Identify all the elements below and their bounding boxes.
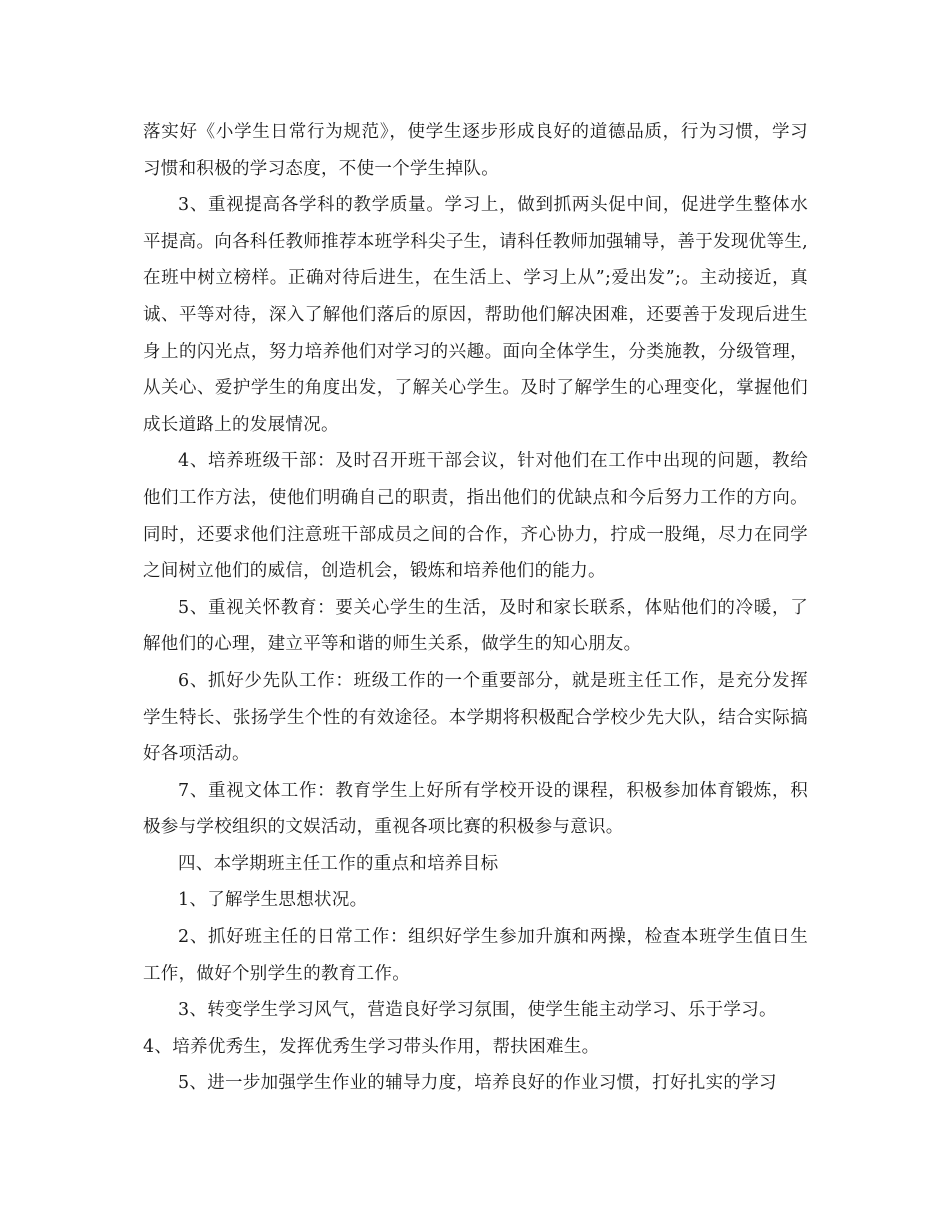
paragraph-9: 2、抓好班主任的日常工作：组织好学生参加升旗和两操，检查本班学生值日生工作，做好个别学生的教育工作。 [143, 927, 808, 984]
paragraph-4: 5、重视关怀教育：要关心学生的生活，及时和家长联系，体贴他们的冷暖，了解他们的心理，建立平等和谐的师生关系，做学生的知心朋友。 [143, 597, 808, 655]
paragraph-3: 4、培养班级干部：及时召开班干部会议，针对他们在工作中出现的问题，教给他们工作方法，使他们明确自己的职责，指出他们的优缺点和今后努力工作的方向。同时，还要求他们注意班干部成员之间的合作，齐心协力，拧成一股绳，尽力在同学之间树立他们的威信，创造机会，锻炼和培养他们的能力。 [143, 451, 808, 582]
paragraph-6: 7、重视文体工作：教育学生上好所有学校开设的课程，积极参加体育锻炼，积极参与学校组织的文娱活动，重视各项比赛的积极参与意识。 [143, 780, 808, 838]
section-heading: 四、本学期班主任工作的重点和培养目标 [178, 853, 499, 874]
paragraph-12: 5、进一步加强学生作业的辅导力度，培养良好的作业习惯，打好扎实的学习 [178, 1073, 777, 1094]
paragraph-5: 6、抓好少先队工作：班级工作的一个重要部分，就是班主任工作，是充分发挥学生特长、张扬学生个性的有效途径。本学期将积极配合学校少先大队，结合实际搞好各项活动。 [143, 670, 808, 765]
document-body [143, 114, 808, 1102]
paragraph-11: 4、培养优秀生，发挥优秀生学习带头作用，帮扶困难生。 [143, 1036, 600, 1057]
paragraph-10: 3、转变学生学习风气，营造良好学习氛围，使学生能主动学习、乐于学习。 [178, 1000, 777, 1021]
paragraph-1: 落实好《小学生日常行为规范》，使学生逐步形成良好的道德品质，行为习惯，学习习惯和积极的学习态度，不使一个学生掉队。 [143, 122, 808, 179]
paragraph-2: 3、重视提高各学科的教学质量。学习上，做到抓两头促中间，促进学生整体水平提高。向各科任教师推荐本班学科尖子生，请科任教师加强辅导，善于发现优等生,在班中树立榜样。正确对待后进生，在生活上、学习上从”;爱出发”;。主动接近，真诚、平等对待，深入了解他们落后的原因，帮助他们解决困难，还要善于发现后进生身上的闪光点，努力培养他们对学习的兴趣。面向全体学生，分类施教，分级管理，从关心、爱护学生的角度出发，了解关心学生。及时了解学生的心理变化，掌握他们成长道路上的发展情况。 [143, 195, 808, 435]
paragraph-8: 1、了解学生思想状况。 [178, 890, 368, 911]
